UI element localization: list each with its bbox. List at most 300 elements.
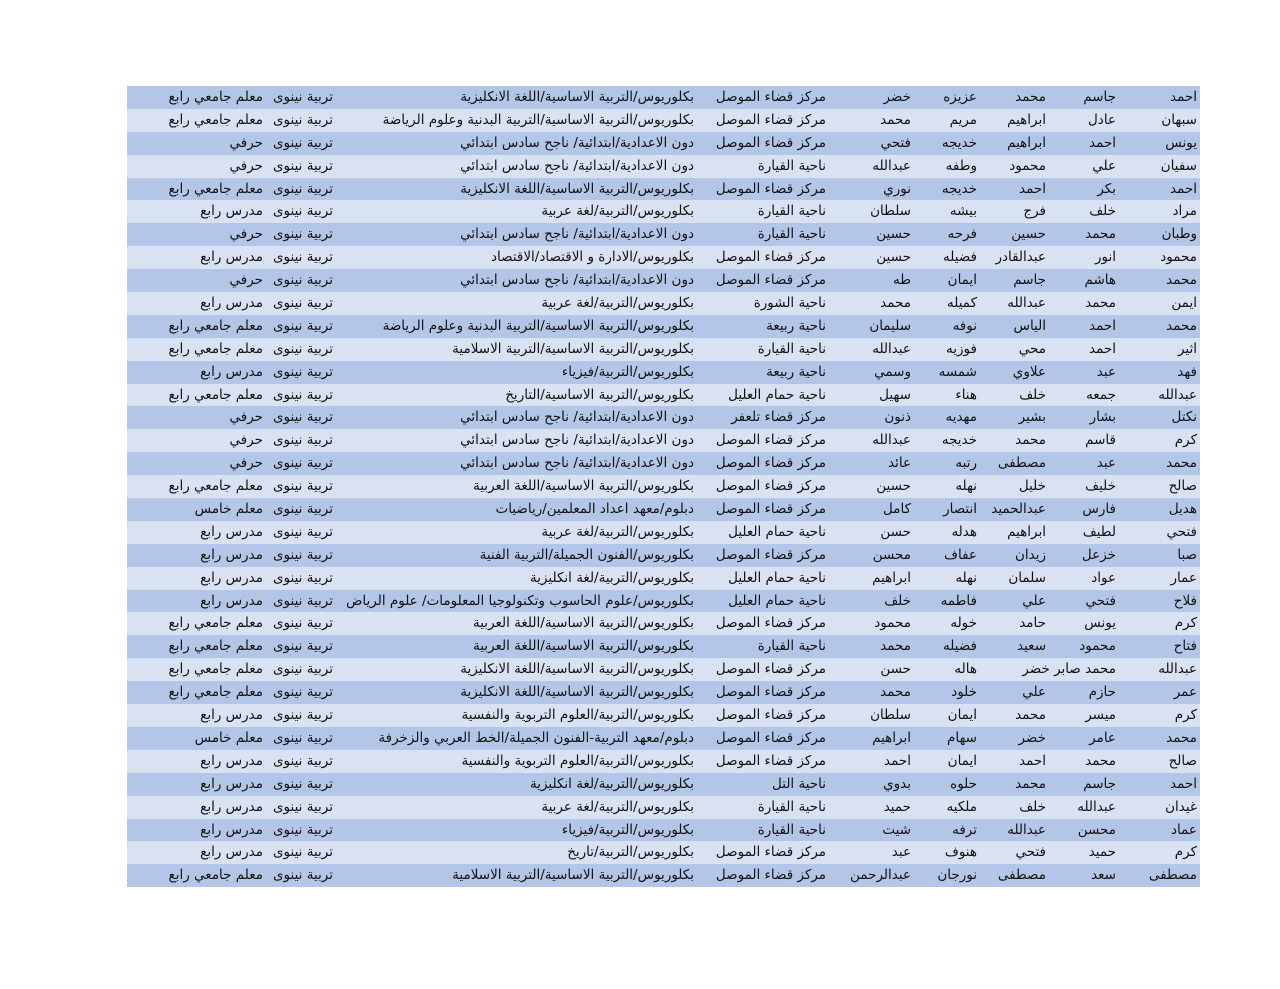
cell-directorate: تربية نينوى [272, 729, 333, 746]
cell-father-name: فارس [1082, 501, 1116, 518]
cell-location: مركز قضاء الموصل [715, 729, 826, 746]
cell-location: ناحية القيارة [757, 821, 826, 838]
cell-directorate: تربية نينوى [272, 89, 333, 105]
cell-directorate: تربية نينوى [272, 661, 333, 678]
cell-first-name: مراد [1172, 203, 1197, 220]
cell-father-name: انور [1094, 249, 1116, 266]
cell-directorate: تربية نينوى [272, 501, 333, 518]
cell-mother-name: وطفه [945, 157, 977, 174]
cell-mother-name: ايمان [947, 707, 977, 724]
cell-location: مركز قضاء الموصل [715, 89, 826, 105]
cell-grade: حرفي [229, 455, 263, 472]
cell-mother-name: خوله [950, 615, 977, 632]
cell-directorate: تربية نينوى [272, 546, 333, 563]
cell-qualification: بكلوريوس/الادارة و الاقتصاد/الاقتصاد [490, 249, 694, 266]
cell-directorate: تربية نينوى [272, 867, 333, 884]
cell-grandfather-name: خضر [1018, 729, 1046, 746]
cell-mother-father-name: حسين [876, 226, 911, 243]
cell-first-name: كرم [1174, 615, 1197, 632]
cell-mother-name: خلود [951, 684, 977, 701]
cell-directorate: تربية نينوى [272, 249, 333, 266]
cell-location: ناحية ربيعة [766, 363, 826, 380]
cell-directorate: تربية نينوى [272, 615, 333, 632]
cell-first-name: احمد [1170, 775, 1197, 792]
table-row [127, 635, 1200, 658]
cell-location: مركز قضاء الموصل [715, 180, 826, 197]
cell-grandfather-name: علي [1022, 592, 1046, 609]
cell-grade: معلم خامس [194, 729, 263, 746]
cell-directorate: تربية نينوى [272, 821, 333, 838]
cell-mother-name: نهله [955, 478, 977, 495]
table-row [127, 361, 1200, 384]
cell-qualification: بكلوريوس/التربية/فيزياء [561, 821, 694, 838]
cell-location: مركز قضاء الموصل [715, 272, 826, 289]
cell-qualification: بكلوريوس/التربية/لغة عربية [541, 798, 694, 815]
cell-qualification: بكلوريوس/التربية الاساسية/التربية الاسلامية [452, 867, 694, 884]
cell-father-name: خزعل [1081, 546, 1116, 563]
cell-grandfather-name: بشير [1018, 409, 1046, 426]
cell-mother-father-name: سليمان [869, 317, 911, 334]
cell-father-name: محمد [1085, 295, 1116, 312]
table-row [127, 452, 1200, 475]
cell-mother-name: نوفه [952, 317, 977, 334]
cell-mother-name: خديجه [941, 134, 977, 151]
cell-directorate: تربية نينوى [272, 523, 333, 540]
cell-father-name: خليف [1085, 478, 1116, 495]
cell-location: ناحية حمام العليل [728, 523, 826, 540]
cell-grandfather-name: مصطفى [997, 867, 1046, 884]
table-row [127, 246, 1200, 269]
cell-location: ناحية التل [772, 775, 826, 792]
cell-mother-father-name: عبدالله [872, 340, 911, 357]
table-row [127, 796, 1200, 819]
cell-qualification: دون الاعدادية/ابتدائية/ ناجح سادس ابتدائي [460, 157, 694, 174]
cell-qualification: بكلوريوس/التربية الاساسية/اللغة الانكليزية [460, 661, 694, 678]
cell-qualification: دون الاعدادية/ابتدائية/ ناجح سادس ابتدائي [460, 134, 694, 151]
cell-father-name: علي [1092, 157, 1116, 174]
cell-mother-father-name: سلطان [870, 707, 911, 724]
cell-mother-name: حلوه [950, 775, 977, 792]
cell-first-name: وطبان [1161, 226, 1197, 243]
cell-qualification: دون الاعدادية/ابتدائية/ ناجح سادس ابتدائي [460, 455, 694, 472]
cell-grade: معلم خامس [194, 501, 263, 518]
cell-first-name: مصطفى [1148, 867, 1197, 884]
cell-mother-father-name: عبدالله [872, 157, 911, 174]
cell-father-name: هاشم [1084, 272, 1116, 289]
cell-location: ناحية القيارة [757, 203, 826, 220]
table-row [127, 544, 1200, 567]
cell-location: مركز قضاء الموصل [715, 501, 826, 518]
table-row [127, 406, 1200, 429]
cell-location: مركز قضاء الموصل [715, 707, 826, 724]
cell-directorate: تربية نينوى [272, 203, 333, 220]
table-row [127, 658, 1200, 681]
cell-first-name: صالح [1168, 752, 1197, 769]
cell-mother-father-name: عبد [891, 844, 911, 861]
cell-directorate: تربية نينوى [272, 684, 333, 701]
cell-first-name: غيدان [1165, 798, 1197, 815]
table-row [127, 727, 1200, 750]
cell-directorate: تربية نينوى [272, 134, 333, 151]
cell-grandfather-name: حامد [1019, 615, 1046, 632]
cell-father-name: جمعه [1086, 386, 1116, 403]
cell-mother-name: ترفه [952, 821, 977, 838]
table-row [127, 315, 1200, 338]
cell-qualification: دون الاعدادية/ابتدائية/ ناجح سادس ابتدائي [460, 272, 694, 289]
cell-qualification: بكلوريوس/التربية الاساسية/اللغة الانكليزية [460, 180, 694, 197]
cell-grandfather-name: احمد [1019, 180, 1046, 197]
cell-mother-father-name: ابراهيم [872, 569, 911, 586]
cell-grandfather-name: الياس [1013, 317, 1046, 334]
cell-mother-father-name: محمد [880, 638, 911, 655]
cell-grandfather-name: فرج [1023, 203, 1046, 220]
table-row [127, 521, 1200, 544]
cell-directorate: تربية نينوى [272, 707, 333, 724]
cell-qualification: دون الاعدادية/ابتدائية/ ناجح سادس ابتدائي [460, 432, 694, 449]
cell-first-name: صبا [1177, 546, 1197, 563]
cell-qualification: بكلوريوس/التربية/لغة انكليزية [529, 569, 694, 586]
cell-father-name: محمد [1085, 226, 1116, 243]
cell-first-name: نكتل [1171, 409, 1197, 426]
cell-first-name: فتاح [1173, 638, 1197, 655]
cell-mother-father-name: حسين [876, 249, 911, 266]
cell-mother-father-name: عبدالله [872, 432, 911, 449]
cell-mother-name: خديجه [941, 180, 977, 197]
table-row [127, 269, 1200, 292]
cell-qualification: بكلوريوس/التربية الاساسية/التربية البدنية وعلوم الرياضة [382, 317, 694, 334]
cell-mother-father-name: احمد [884, 752, 911, 769]
cell-mother-name: شمسه [938, 363, 977, 380]
table-row [127, 338, 1200, 361]
cell-location: ناحية حمام العليل [728, 569, 826, 586]
cell-location: مركز قضاء الموصل [715, 478, 826, 495]
cell-qualification: بكلوريوس/التربية الاساسية/اللغة العربية [473, 615, 694, 632]
cell-mother-name: ايمان [947, 272, 977, 289]
cell-grade: حرفي [229, 432, 263, 449]
spreadsheet-table [127, 86, 1200, 887]
cell-grade: معلم جامعي رابع [168, 340, 263, 357]
cell-mother-father-name: ذنون [884, 409, 911, 426]
cell-father-name: عادل [1088, 111, 1116, 128]
cell-grade: معلم جامعي رابع [168, 478, 263, 495]
cell-father-name: عامر [1089, 729, 1116, 746]
cell-first-name: احمد [1170, 89, 1197, 105]
cell-mother-name: فاطمه [940, 592, 977, 609]
cell-grade: حرفي [229, 409, 263, 426]
cell-father-name: خلف [1089, 203, 1116, 220]
table-row [127, 132, 1200, 155]
cell-directorate: تربية نينوى [272, 295, 333, 312]
cell-grade: مدرس رابع [200, 249, 263, 266]
cell-grade: مدرس رابع [200, 592, 263, 609]
table-row [127, 590, 1200, 613]
cell-location: ناحية ربيعة [766, 317, 826, 334]
cell-mother-father-name: محمد [880, 295, 911, 312]
cell-mother-father-name: عائد [887, 455, 911, 472]
cell-grade: معلم جامعي رابع [168, 615, 263, 632]
cell-first-name: كرم [1174, 844, 1197, 861]
cell-location: مركز قضاء الموصل [715, 432, 826, 449]
cell-mother-name: عفاف [944, 546, 977, 563]
cell-mother-name: هدله [951, 523, 977, 540]
table-row [127, 704, 1200, 727]
cell-first-name: محمد [1166, 272, 1197, 289]
cell-mother-father-name: محسن [872, 546, 911, 563]
cell-first-name: محمود [1160, 249, 1197, 266]
cell-mother-name: عزيزه [943, 89, 977, 105]
cell-mother-father-name: محمود [874, 615, 911, 632]
cell-first-name: يونس [1165, 134, 1197, 151]
cell-grandfather-name: محمد [1015, 432, 1046, 449]
cell-father-name: حازم [1088, 684, 1116, 701]
cell-directorate: تربية نينوى [272, 272, 333, 289]
table-row [127, 155, 1200, 178]
cell-first-name: كرم [1174, 432, 1197, 449]
cell-grade: مدرس رابع [200, 295, 263, 312]
cell-father-name: عبد [1096, 455, 1116, 472]
cell-mother-name: فوزيه [946, 340, 977, 357]
cell-mother-father-name: حميد [883, 798, 911, 815]
cell-father-name: بكر [1097, 180, 1116, 197]
cell-grade: معلم جامعي رابع [168, 661, 263, 678]
cell-first-name: عبدالله [1158, 386, 1197, 403]
cell-mother-name: مريم [949, 111, 977, 128]
table-row [127, 384, 1200, 407]
cell-qualification: بكلوريوس/التربية الاساسية/اللغة العربية [473, 478, 694, 495]
cell-qualification: دون الاعدادية/ابتدائية/ ناجح سادس ابتدائي [460, 226, 694, 243]
table-row [127, 773, 1200, 796]
cell-location: مركز قضاء الموصل [715, 615, 826, 632]
cell-directorate: تربية نينوى [272, 317, 333, 334]
cell-first-name: محمد [1166, 455, 1197, 472]
cell-location: ناحية القيارة [757, 798, 826, 815]
cell-grade: مدرس رابع [200, 821, 263, 838]
table-row [127, 819, 1200, 842]
table-row [127, 429, 1200, 452]
table-row [127, 178, 1200, 201]
cell-grade: مدرس رابع [200, 844, 263, 861]
cell-qualification: بكلوريوس/التربية/لغة عربية [541, 203, 694, 220]
cell-location: مركز قضاء الموصل [715, 455, 826, 472]
cell-father-name: يونس [1084, 615, 1116, 632]
cell-directorate: تربية نينوى [272, 111, 333, 128]
cell-grandfather-name: علي [1022, 684, 1046, 701]
table-row [127, 498, 1200, 521]
cell-location: مركز قضاء الموصل [715, 546, 826, 563]
cell-directorate: تربية نينوى [272, 569, 333, 586]
cell-mother-name: بيشه [949, 203, 977, 220]
cell-grade: حرفي [229, 134, 263, 151]
cell-grandfather-name: علاوي [1012, 363, 1046, 380]
cell-directorate: تربية نينوى [272, 226, 333, 243]
cell-mother-father-name: حسين [876, 478, 911, 495]
cell-grade: معلم جامعي رابع [168, 386, 263, 403]
cell-father-name: عبدالله [1077, 798, 1116, 815]
cell-first-name: سفيان [1160, 157, 1197, 174]
cell-first-name: محمد [1166, 729, 1197, 746]
cell-grandfather-name: زيدان [1014, 546, 1046, 563]
cell-location: ناحية حمام العليل [728, 592, 826, 609]
cell-qualification: بكلوريوس/التربية/لغة عربية [541, 295, 694, 312]
cell-location: مركز قضاء الموصل [715, 752, 826, 769]
table-row [127, 292, 1200, 315]
cell-grandfather-name: محمد [1015, 89, 1046, 105]
cell-mother-father-name: كامل [883, 501, 911, 518]
cell-directorate: تربية نينوى [272, 157, 333, 174]
cell-grandfather-name: سلمان [1008, 569, 1046, 586]
cell-mother-father-name: سلطان [870, 203, 911, 220]
table-row [127, 612, 1200, 635]
cell-grade: مدرس رابع [200, 775, 263, 792]
cell-grade: معلم جامعي رابع [168, 111, 263, 128]
cell-grade: مدرس رابع [200, 707, 263, 724]
cell-father-name: عواد [1091, 569, 1116, 586]
cell-qualification: بكلوريوس/علوم الحاسوب وتكنولوجيا المعلومات/ علوم الرياض [346, 592, 694, 609]
cell-grandfather-name: عبدالله [1007, 295, 1046, 312]
cell-mother-father-name: طه [893, 272, 911, 289]
cell-grade: مدرس رابع [200, 798, 263, 815]
cell-directorate: تربية نينوى [272, 592, 333, 609]
cell-mother-name: هاله [954, 661, 977, 678]
cell-mother-name: ملكيه [946, 798, 977, 815]
cell-mother-name: خديجه [941, 432, 977, 449]
cell-grade: معلم جامعي رابع [168, 180, 263, 197]
cell-location: مركز قضاء الموصل [715, 249, 826, 266]
cell-mother-father-name: سهيل [879, 386, 911, 403]
cell-grade: معلم جامعي رابع [168, 638, 263, 655]
cell-grade: مدرس رابع [200, 523, 263, 540]
cell-father-name: بشار [1089, 409, 1116, 426]
cell-father-name: احمد [1089, 317, 1116, 334]
table-row [127, 200, 1200, 223]
cell-mother-name: مهديه [945, 409, 977, 426]
cell-mother-father-name: عبدالرحمن [850, 867, 911, 884]
cell-mother-name: فرحه [947, 226, 977, 243]
cell-first-name: احمد [1170, 180, 1197, 197]
cell-grade: حرفي [229, 157, 263, 174]
cell-first-name: فلاح [1173, 592, 1197, 609]
cell-mother-name: فضيله [943, 249, 977, 266]
cell-directorate: تربية نينوى [272, 638, 333, 655]
cell-location: ناحية حمام العليل [728, 386, 826, 403]
table-row [127, 681, 1200, 704]
cell-mother-father-name: بدوي [883, 775, 911, 792]
cell-mother-name: انتصار [943, 501, 977, 518]
cell-grandfather-name: خلف [1019, 386, 1046, 403]
cell-location: مركز قضاء الموصل [715, 867, 826, 884]
cell-grandfather-name: سعيد [1017, 638, 1046, 655]
cell-mother-father-name: محمد [880, 684, 911, 701]
cell-grade: مدرس رابع [200, 569, 263, 586]
cell-directorate: تربية نينوى [272, 844, 333, 861]
cell-grade: معلم جامعي رابع [168, 89, 263, 105]
cell-directorate: تربية نينوى [272, 775, 333, 792]
cell-qualification: بكلوريوس/التربية/فيزياء [561, 363, 694, 380]
cell-father-name: محمود [1079, 638, 1116, 655]
cell-grade: حرفي [229, 272, 263, 289]
cell-father-name: لطيف [1082, 523, 1116, 540]
cell-mother-father-name: حسن [880, 523, 911, 540]
cell-grade: مدرس رابع [200, 363, 263, 380]
cell-location: ناحية الشورة [753, 295, 826, 312]
cell-location: ناحية القيارة [757, 638, 826, 655]
cell-first-name: محمد [1166, 317, 1197, 334]
cell-directorate: تربية نينوى [272, 180, 333, 197]
cell-qualification: بكلوريوس/التربية الاساسية/التربية البدنية وعلوم الرياضة [382, 111, 694, 128]
cell-grandfather-name: عبدالحميد [991, 501, 1046, 518]
cell-qualification: بكلوريوس/التربية/العلوم التربوية والنفسية [461, 707, 694, 724]
cell-directorate: تربية نينوى [272, 432, 333, 449]
cell-qualification: بكلوريوس/التربية الاساسية/اللغة الانكليزية [460, 684, 694, 701]
cell-father-name: عبد [1096, 363, 1116, 380]
table-row [127, 109, 1200, 132]
cell-father-name: محمد [1085, 752, 1116, 769]
cell-grandfather-name: محمد [1015, 775, 1046, 792]
cell-qualification: بكلوريوس/الفنون الجميلة/التربية الفنية [479, 546, 694, 563]
cell-first-name: اثير [1177, 340, 1197, 357]
cell-mother-father-name: ابراهيم [872, 729, 911, 746]
cell-mother-father-name: شيت [882, 821, 911, 838]
table-row [127, 223, 1200, 246]
cell-qualification: بكلوريوس/التربية/تاريخ [567, 844, 694, 861]
cell-father-name: محمد صابر خضر [1022, 661, 1116, 678]
cell-first-name: عمر [1173, 684, 1197, 701]
cell-mother-father-name: خلف [884, 592, 911, 609]
cell-directorate: تربية نينوى [272, 340, 333, 357]
cell-grandfather-name: خلف [1019, 798, 1046, 815]
cell-first-name: كرم [1174, 707, 1197, 724]
cell-grandfather-name: ابراهيم [1007, 134, 1046, 151]
cell-mother-father-name: وسمي [874, 363, 911, 380]
table-row [127, 864, 1200, 887]
cell-directorate: تربية نينوى [272, 455, 333, 472]
cell-mother-father-name: محمد [880, 111, 911, 128]
cell-qualification: دبلوم/معهد اعداد المعلمين/رياضيات [495, 501, 694, 518]
cell-grandfather-name: ابراهيم [1007, 523, 1046, 540]
cell-location: ناحية القيارة [757, 157, 826, 174]
cell-father-name: حميد [1088, 844, 1116, 861]
table-row [127, 86, 1200, 109]
cell-grade: مدرس رابع [200, 203, 263, 220]
cell-mother-father-name: فتحي [880, 134, 911, 151]
cell-qualification: بكلوريوس/التربية الاساسية/اللغة العربية [473, 638, 694, 655]
cell-qualification: بكلوريوس/التربية الاساسية/اللغة الانكليزية [460, 89, 694, 105]
cell-qualification: دون الاعدادية/ابتدائية/ ناجح سادس ابتدائي [460, 409, 694, 426]
cell-grandfather-name: محي [1018, 340, 1046, 357]
cell-qualification: دبلوم/معهد التربية-الفنون الجميلة/الخط العربي والزخرفة [378, 729, 694, 746]
cell-grandfather-name: ابراهيم [1007, 111, 1046, 128]
cell-father-name: فتحي [1085, 592, 1116, 609]
table-row [127, 750, 1200, 773]
cell-first-name: فهد [1177, 363, 1197, 380]
cell-location: مركز قضاء الموصل [715, 134, 826, 151]
cell-first-name: ايمن [1171, 295, 1197, 312]
cell-grandfather-name: عبدالقادر [995, 249, 1046, 266]
cell-location: ناحية القيارة [757, 226, 826, 243]
cell-grade: معلم جامعي رابع [168, 684, 263, 701]
cell-directorate: تربية نينوى [272, 478, 333, 495]
cell-grandfather-name: جاسم [1013, 272, 1046, 289]
cell-father-name: سعد [1091, 867, 1116, 884]
cell-location: مركز قضاء الموصل [715, 661, 826, 678]
cell-qualification: بكلوريوس/التربية الاساسية/التاريخ [505, 386, 694, 403]
cell-father-name: ميسر [1085, 707, 1116, 724]
cell-first-name: فتحي [1166, 523, 1197, 540]
table-row [127, 475, 1200, 498]
cell-grandfather-name: احمد [1019, 752, 1046, 769]
cell-mother-name: فضيله [943, 638, 977, 655]
cell-grade: مدرس رابع [200, 752, 263, 769]
